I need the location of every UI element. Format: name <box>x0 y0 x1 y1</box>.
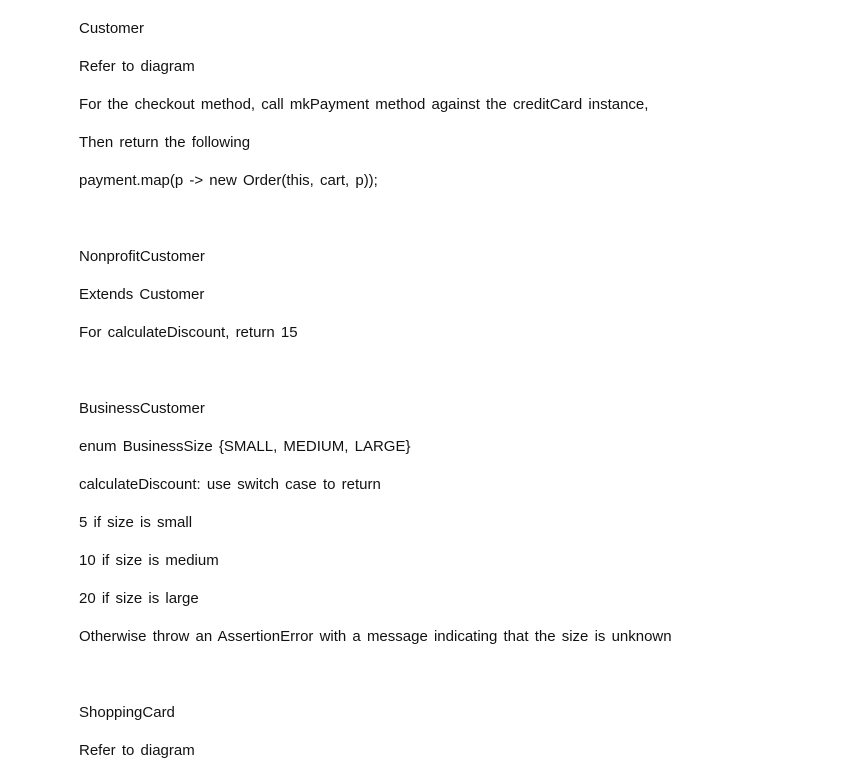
customer-code-line: payment.map(p -> new Order(this, cart, p)); <box>79 172 378 189</box>
customer-line: Then return the following <box>79 134 251 151</box>
nonprofit-customer-line: Extends Customer <box>79 286 205 303</box>
section-heading-customer: Customer <box>79 20 145 37</box>
section-heading-shopping-card: ShoppingCard <box>79 704 175 721</box>
customer-line: For the checkout method, call mkPayment method against the creditCard instance, <box>79 96 649 113</box>
business-customer-line: enum BusinessSize {SMALL, MEDIUM, LARGE} <box>79 438 411 455</box>
section-heading-nonprofit-customer: NonprofitCustomer <box>79 248 205 265</box>
document-body <box>79 0 845 758</box>
business-customer-line: calculateDiscount: use switch case to return <box>79 476 381 493</box>
nonprofit-customer-line: For calculateDiscount, return 15 <box>79 324 298 341</box>
business-customer-line: 5 if size is small <box>79 514 193 531</box>
section-heading-business-customer: BusinessCustomer <box>79 400 205 417</box>
business-customer-line: Otherwise throw an AssertionError with a message indicating that the size is unknown <box>79 628 672 645</box>
shopping-card-line: Refer to diagram <box>79 742 195 759</box>
business-customer-line: 20 if size is large <box>79 590 199 607</box>
business-customer-line: 10 if size is medium <box>79 552 219 569</box>
customer-line: Refer to diagram <box>79 58 195 75</box>
